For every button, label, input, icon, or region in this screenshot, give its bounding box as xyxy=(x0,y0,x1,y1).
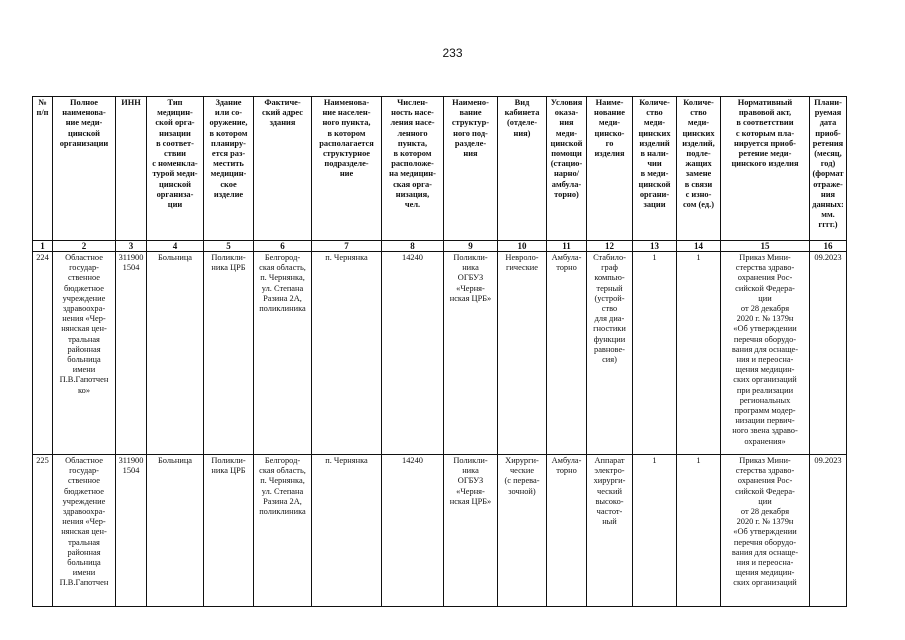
header-col-6: Фактиче- ский адрес здания xyxy=(254,97,312,241)
table-cell: 1 xyxy=(677,455,721,607)
header-col-11: Условия оказа- ния меди- цинской помощи (стацио- нарно/ амбула- торно) xyxy=(547,97,587,241)
table-cell: Областное государ- ственное бюджетное учреждение здравоохра- нения «Чер- нянская цен- тральная районная больница имени П.В.Гапотчен xyxy=(53,455,116,607)
column-number: 7 xyxy=(312,241,382,252)
table-cell: Стабило- граф компью- терный (устрой- ство для диа- гностики функции равнове- сия) xyxy=(587,252,633,455)
header-row xyxy=(33,97,847,241)
table-row xyxy=(33,455,847,607)
table-cell: Областное государ- ственное бюджетное учреждение здравоохра- нения «Чер- нянская цен- тральная районная больница имени П.В.Гапотчен ко» xyxy=(53,252,116,455)
column-number: 11 xyxy=(547,241,587,252)
column-number: 3 xyxy=(116,241,147,252)
table-cell: Белгород- ская область, п. Чернянка, ул. Степана Разина 2А, поликлиника xyxy=(254,252,312,455)
column-number: 2 xyxy=(53,241,116,252)
column-number: 5 xyxy=(204,241,254,252)
header-col-16: Плани- руемая дата приоб- ретения (месяц, год) (формат отраже- ния данных: мм. гггг.) xyxy=(810,97,847,241)
medical-equipment-table xyxy=(32,96,847,607)
table-cell: Поликли- ника ОГБУЗ «Черня- нская ЦРБ» xyxy=(444,252,498,455)
table-cell: Хирурги- ческие (с перева- зочной) xyxy=(498,455,547,607)
table-cell: Поликли- ника ЦРБ xyxy=(204,252,254,455)
column-number: 13 xyxy=(633,241,677,252)
column-number: 9 xyxy=(444,241,498,252)
table-cell: Поликли- ника ОГБУЗ «Черня- нская ЦРБ» xyxy=(444,455,498,607)
header-col-15: Нормативный правовой акт, в соответствии с которым пла- нируется приоб- ретение меди- цинского изделия xyxy=(721,97,810,241)
header-col-7: Наименова- ние населен- ного пункта, в котором располагается структурное подразделе- ние xyxy=(312,97,382,241)
table-cell: Невроло- гические xyxy=(498,252,547,455)
table-cell: 1 xyxy=(633,455,677,607)
header-col-8: Числен- ность насе- ления насе- ленного пункта, в котором расположе- на медицин- ская орга- низация, чел. xyxy=(382,97,444,241)
table-cell: Больница xyxy=(147,252,204,455)
header-col-14: Количе- ство меди- цинских изделий, подле- жащих замене в связи с изно- сом (ед.) xyxy=(677,97,721,241)
table-cell: Больница xyxy=(147,455,204,607)
table-cell: 09.2023 xyxy=(810,455,847,607)
header-col-2: Полное наименова- ние меди- цинской организации xyxy=(53,97,116,241)
table-cell: Амбула- торно xyxy=(547,252,587,455)
table-cell: 311900 1504 xyxy=(116,455,147,607)
column-number: 1 xyxy=(33,241,53,252)
column-number: 12 xyxy=(587,241,633,252)
table-cell: 14240 xyxy=(382,252,444,455)
table-cell: 14240 xyxy=(382,455,444,607)
column-number: 8 xyxy=(382,241,444,252)
header-col-4: Тип медицин- ской орга- низации в соответ- ствии с номенкла- турой меди- цинской организа- ции xyxy=(147,97,204,241)
page-number: 233 xyxy=(442,46,463,60)
column-number: 15 xyxy=(721,241,810,252)
table-cell: 1 xyxy=(677,252,721,455)
header-col-9: Наимено- вание структур- ного под- разделе- ния xyxy=(444,97,498,241)
table-cell: Приказ Мини- стерства здраво- охранения Рос- сийской Федера- ции от 28 декабря 2020 г. № 1379н «Об утверждении перечня оборудо- вания для оснаще- ния и переосна- щения медицин- ских организаций xyxy=(721,455,810,607)
table-cell: Амбула- торно xyxy=(547,455,587,607)
table-cell: п. Чернянка xyxy=(312,252,382,455)
column-number-row xyxy=(33,241,847,252)
table-cell: 225 xyxy=(33,455,53,607)
table-cell: Поликли- ника ЦРБ xyxy=(204,455,254,607)
header-col-10: Вид кабинета (отделе- ния) xyxy=(498,97,547,241)
table-cell: 224 xyxy=(33,252,53,455)
column-number: 16 xyxy=(810,241,847,252)
table-cell: п. Чернянка xyxy=(312,455,382,607)
column-number: 10 xyxy=(498,241,547,252)
table-row xyxy=(33,252,847,455)
column-number: 4 xyxy=(147,241,204,252)
header-col-1: № п/п xyxy=(33,97,53,241)
table-cell: Приказ Мини- стерства здраво- охранения Рос- сийской Федера- ции от 28 декабря 2020 г. № 1379н «Об утверждении перечня оборудо- вания для оснаще- ния и переосна- щения медицин- ских организаций при реализации региональных программ модер- низации первич- ного звена здраво- охранения» xyxy=(721,252,810,455)
header-col-5: Здание или со- оружение, в котором планиру- ется раз- местить медицин- ское изделие xyxy=(204,97,254,241)
table-cell: 09.2023 xyxy=(810,252,847,455)
header-col-12: Наиме- нование меди- цинско- го изделия xyxy=(587,97,633,241)
table-cell: Аппарат электро- хирурги- ческий высоко- частот- ный xyxy=(587,455,633,607)
header-col-3: ИНН xyxy=(116,97,147,241)
column-number: 6 xyxy=(254,241,312,252)
table-cell: 311900 1504 xyxy=(116,252,147,455)
header-col-13: Количе- ство меди- цинских изделий в нали- чии в меди- цинской органи- зации xyxy=(633,97,677,241)
table-cell: Белгород- ская область, п. Чернянка, ул. Степана Разина 2А, поликлиника xyxy=(254,455,312,607)
table-cell: 1 xyxy=(633,252,677,455)
column-number: 14 xyxy=(677,241,721,252)
